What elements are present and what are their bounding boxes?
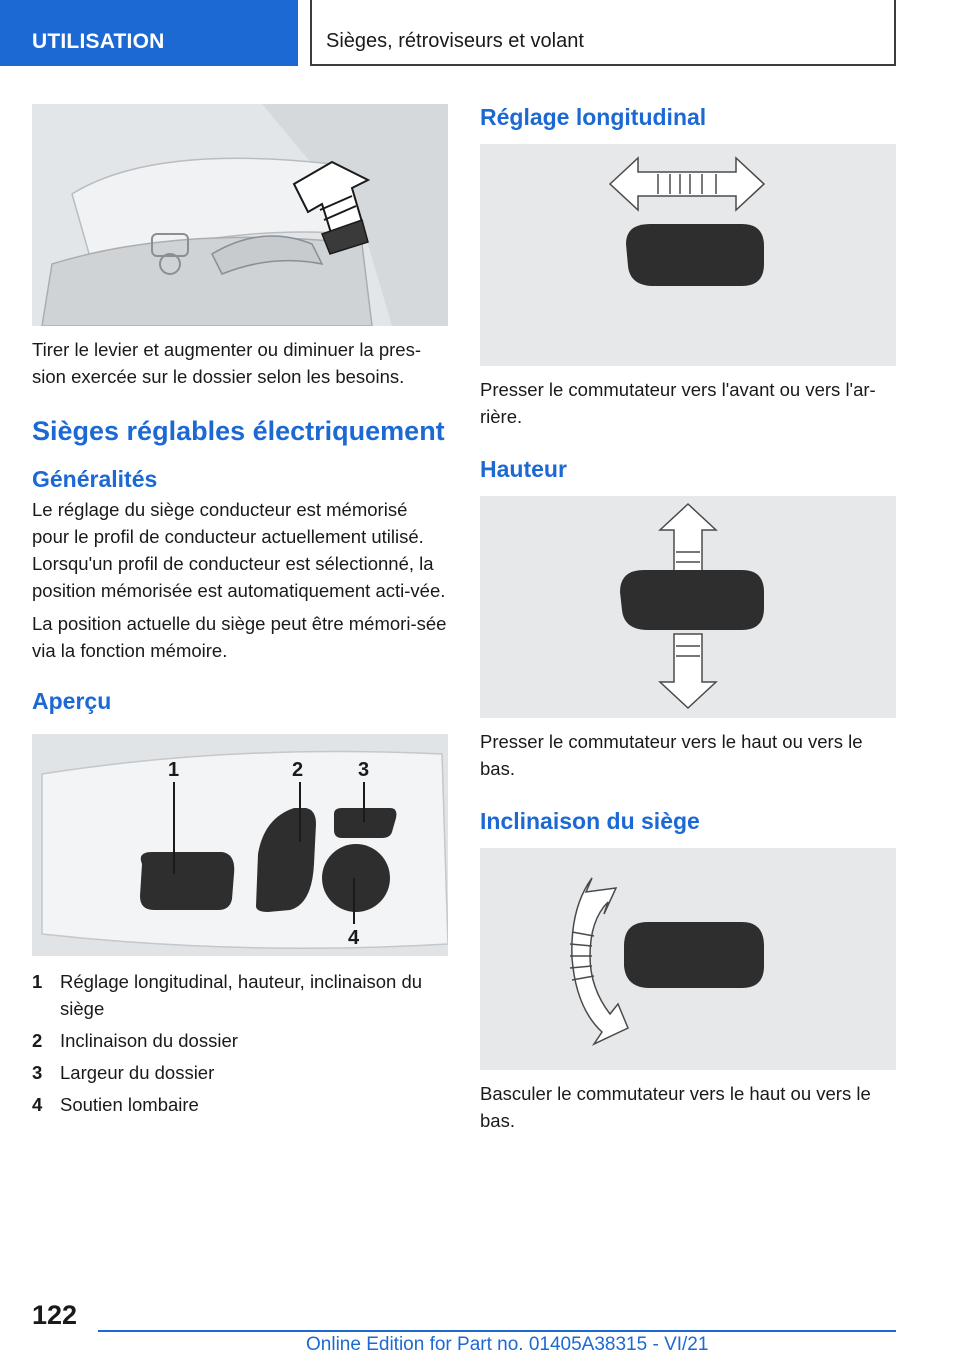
- legend-text: Soutien lombaire: [60, 1094, 199, 1115]
- page-number: 122: [32, 1300, 78, 1330]
- heading-longitudinal: Réglage longitudinal: [480, 104, 707, 130]
- right-column: [480, 104, 896, 1134]
- legend-item: [32, 968, 448, 1022]
- legend-item: [32, 1091, 448, 1118]
- legend-number: 4: [32, 1094, 43, 1115]
- height-figure: [480, 496, 896, 718]
- seat-controls-figure: [32, 734, 448, 956]
- callout-label-1: 1: [168, 759, 180, 781]
- legend-list: [32, 968, 448, 1118]
- general-paragraph-2: La position actuelle du siège peut être mémori-sée via la fonction mémoire.: [32, 613, 447, 661]
- heading-overview: Aperçu: [32, 688, 112, 714]
- legend-item: [32, 1027, 448, 1054]
- seat-lever-illustration: [32, 104, 448, 326]
- legend-number: 2: [32, 1030, 43, 1051]
- tilt-text: Basculer le commutateur vers le haut ou vers le bas.: [480, 1083, 871, 1131]
- intro-text: Tirer le levier et augmenter ou diminuer la pres-sion exercée sur le dossier selon les besoins.: [32, 339, 422, 387]
- heading-general: Généralités: [32, 466, 158, 492]
- tilt-illustration: [480, 848, 896, 1070]
- seat-lever-figure: [32, 104, 448, 326]
- callout-label-3: 3: [358, 759, 370, 781]
- longitudinal-illustration: [480, 144, 896, 366]
- heading-tilt: Inclinaison du siège: [480, 808, 700, 834]
- legend-text: Largeur du dossier: [60, 1062, 215, 1083]
- chapter-title: Sièges, rétroviseurs et volant: [326, 30, 584, 52]
- longitudinal-figure: [480, 144, 896, 366]
- legend-text: Réglage longitudinal, hauteur, inclinaison du siège: [60, 971, 423, 1019]
- edition-text: Online Edition for Part no. 01405A38315 - VI/21: [306, 1334, 709, 1355]
- callout-label-4: 4: [348, 927, 360, 949]
- legend-text: Inclinaison du dossier: [60, 1030, 238, 1051]
- heading-electric-seats: Sièges réglables électriquement: [32, 416, 445, 446]
- left-column: [32, 104, 448, 1123]
- legend-item: [32, 1059, 448, 1086]
- seat-controls-illustration: [32, 734, 448, 956]
- legend-number: 1: [32, 971, 43, 992]
- height-illustration: [480, 496, 896, 718]
- legend-number: 3: [32, 1062, 43, 1083]
- section-tab: [0, 0, 298, 66]
- height-text: Presser le commutateur vers le haut ou vers le bas.: [480, 731, 863, 779]
- section-title: UTILISATION: [32, 30, 165, 53]
- chapter-box: [310, 0, 896, 66]
- general-paragraph-1: Le réglage du siège conducteur est mémorisé pour le profil de conducteur actuellement utilisé. Lorsqu'un profil de conducteur est sélectionné, la position mémorisée est automatiquement acti-vée.: [32, 499, 446, 601]
- tilt-figure: [480, 848, 896, 1070]
- heading-height: Hauteur: [480, 456, 567, 482]
- longitudinal-text: Presser le commutateur vers l'avant ou vers l'ar-rière.: [480, 379, 876, 427]
- callout-label-2: 2: [292, 759, 304, 781]
- footer-divider: [98, 1330, 896, 1332]
